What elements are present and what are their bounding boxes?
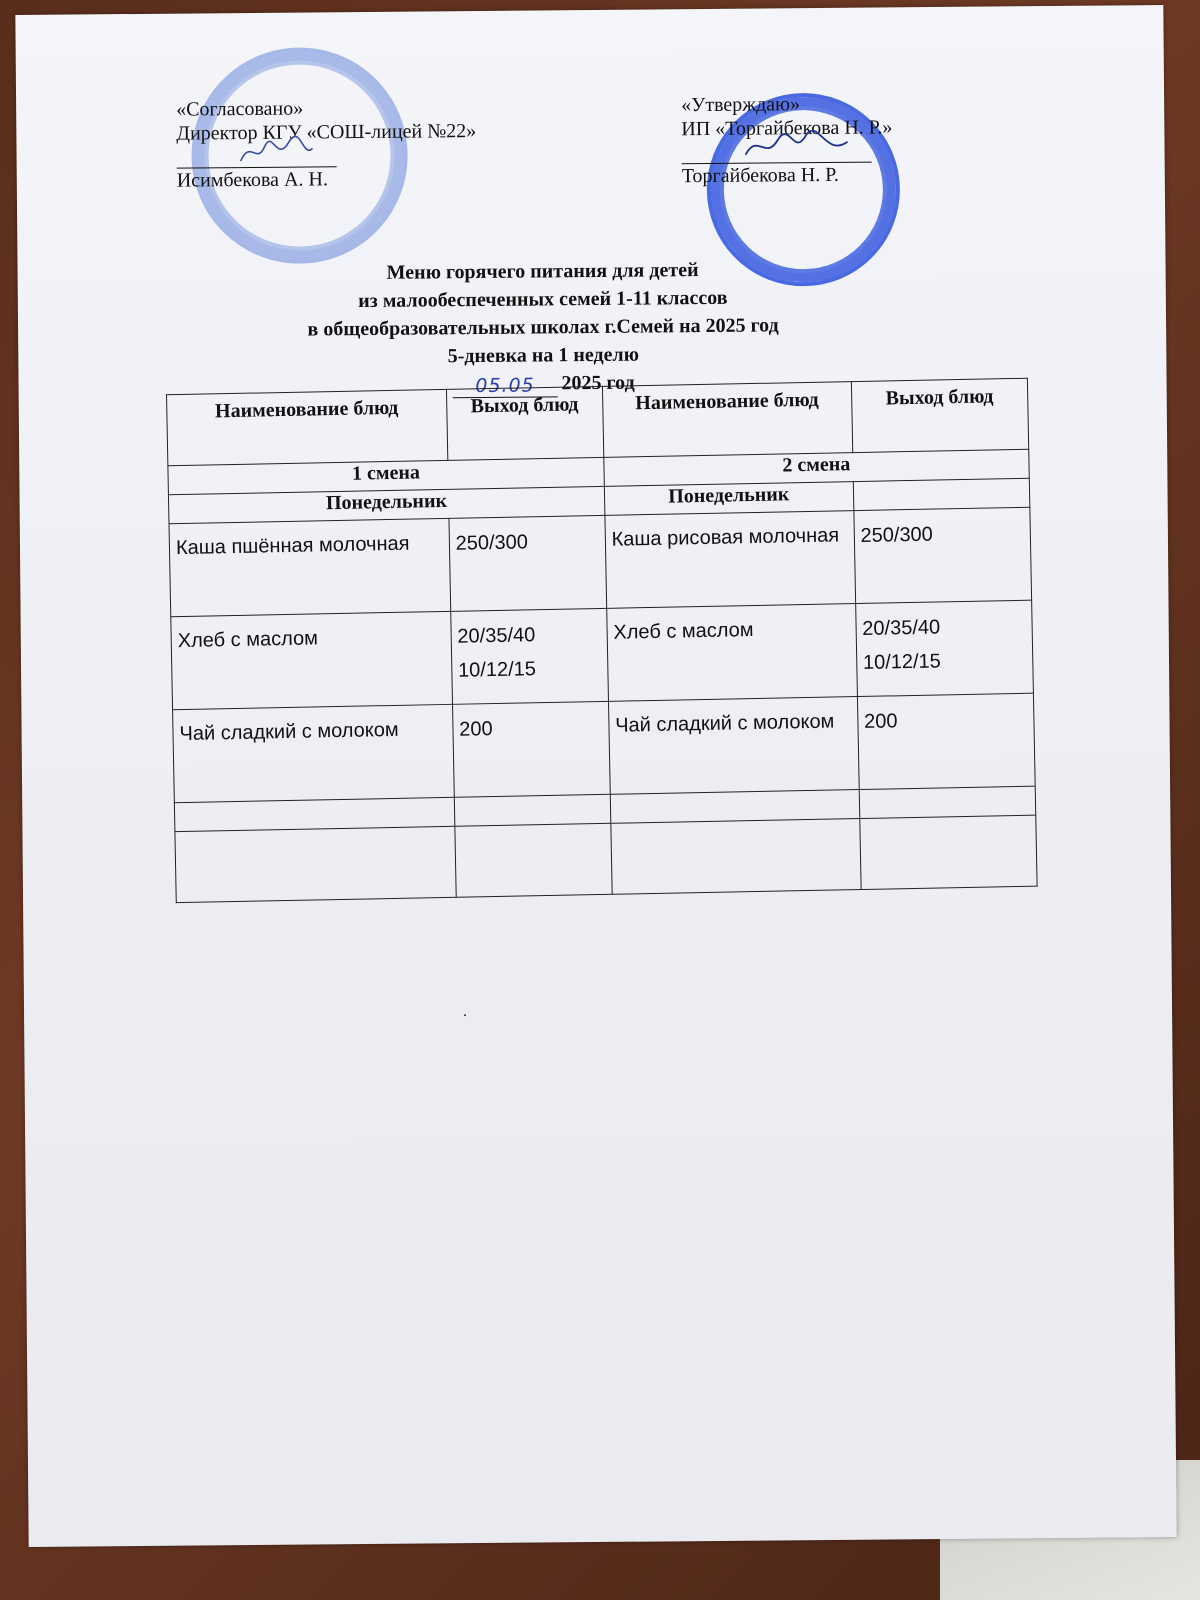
empty-cell — [454, 794, 611, 826]
approval-left-name: Исимбекова А. Н. — [176, 168, 329, 192]
dish-1-row-1: Каша пшённая молочная — [169, 518, 450, 616]
dish-2-row-2: Хлеб с маслом — [606, 604, 857, 702]
table-row — [171, 600, 1034, 710]
title-line-3: в общеобразовательных школах г.Семей на 2025 год — [307, 314, 779, 341]
portion-1-row-2 — [450, 608, 608, 704]
dish-2-row-3: Чай сладкий с молоком — [608, 697, 859, 795]
empty-row — [175, 815, 1037, 903]
shift-1-label: 1 смена — [168, 457, 604, 494]
header-dish-name-1: Наименование блюд — [167, 389, 448, 465]
header-dish-name-2: Наименование блюд — [602, 382, 852, 458]
day-2-empty — [853, 478, 1030, 510]
handwritten-date: 05.05 — [452, 374, 557, 398]
day-1-label: Понедельник — [168, 486, 604, 523]
approval-left-heading: «Согласовано» — [176, 97, 304, 121]
approval-right-position: ИП «Торгайбекова Н. Р.» — [681, 116, 893, 141]
portion-1-row-2-bread: 20/35/40 — [457, 624, 536, 648]
portion-1-row-3: 200 — [452, 701, 610, 797]
left-signature-line — [176, 144, 336, 168]
table-row — [169, 507, 1032, 617]
approval-right-heading: «Утверждаю» — [681, 93, 801, 117]
date-year: 2025 год — [561, 371, 635, 395]
document-sheet — [15, 5, 1176, 1547]
portion-2-row-2-butter: 10/12/15 — [862, 650, 942, 674]
day-2-label: Понедельник — [604, 482, 853, 516]
title-line-2: из малообеспеченных семей 1-11 классов — [358, 286, 728, 313]
header-portion-2: Выход блюд — [851, 378, 1029, 452]
empty-cell — [611, 819, 861, 895]
right-signature-mark — [741, 130, 851, 165]
portion-2-row-2 — [855, 600, 1033, 696]
table-row — [173, 693, 1036, 803]
portion-2-row-1: 250/300 — [854, 507, 1032, 603]
empty-cell — [175, 826, 456, 902]
approval-right — [681, 90, 1082, 188]
right-signature-line — [681, 140, 871, 165]
title-line-4: 5-дневка на 1 неделю — [447, 343, 640, 368]
portion-1-row-2-butter: 10/12/15 — [457, 658, 537, 682]
empty-cell — [859, 815, 1037, 889]
portion-1-row-1: 250/300 — [449, 515, 607, 611]
header-portion-1: Выход блюд — [446, 386, 603, 460]
menu-table — [166, 378, 1038, 903]
title-line-1: Меню горячего питания для детей — [386, 259, 699, 284]
portion-2-row-2-bread: 20/35/40 — [862, 616, 941, 640]
dish-1-row-2: Хлеб с маслом — [171, 611, 452, 709]
menu-title — [177, 254, 908, 400]
dish-2-row-1: Каша рисовая молочная — [605, 511, 856, 609]
portion-2-row-3: 200 — [857, 693, 1035, 789]
empty-cell — [859, 786, 1036, 818]
dish-1-row-3: Чай сладкий с молоком — [173, 704, 454, 802]
approval-left-position: Директор КГУ «СОШ-лицей №22» — [176, 120, 477, 145]
shift-2-label: 2 смена — [604, 449, 1030, 486]
empty-cell — [455, 823, 612, 897]
approval-right-name: Торгайбекова Н. Р. — [681, 163, 839, 188]
paper-speck — [464, 1014, 466, 1016]
left-signature-mark — [236, 134, 316, 169]
approval-left — [176, 94, 617, 193]
